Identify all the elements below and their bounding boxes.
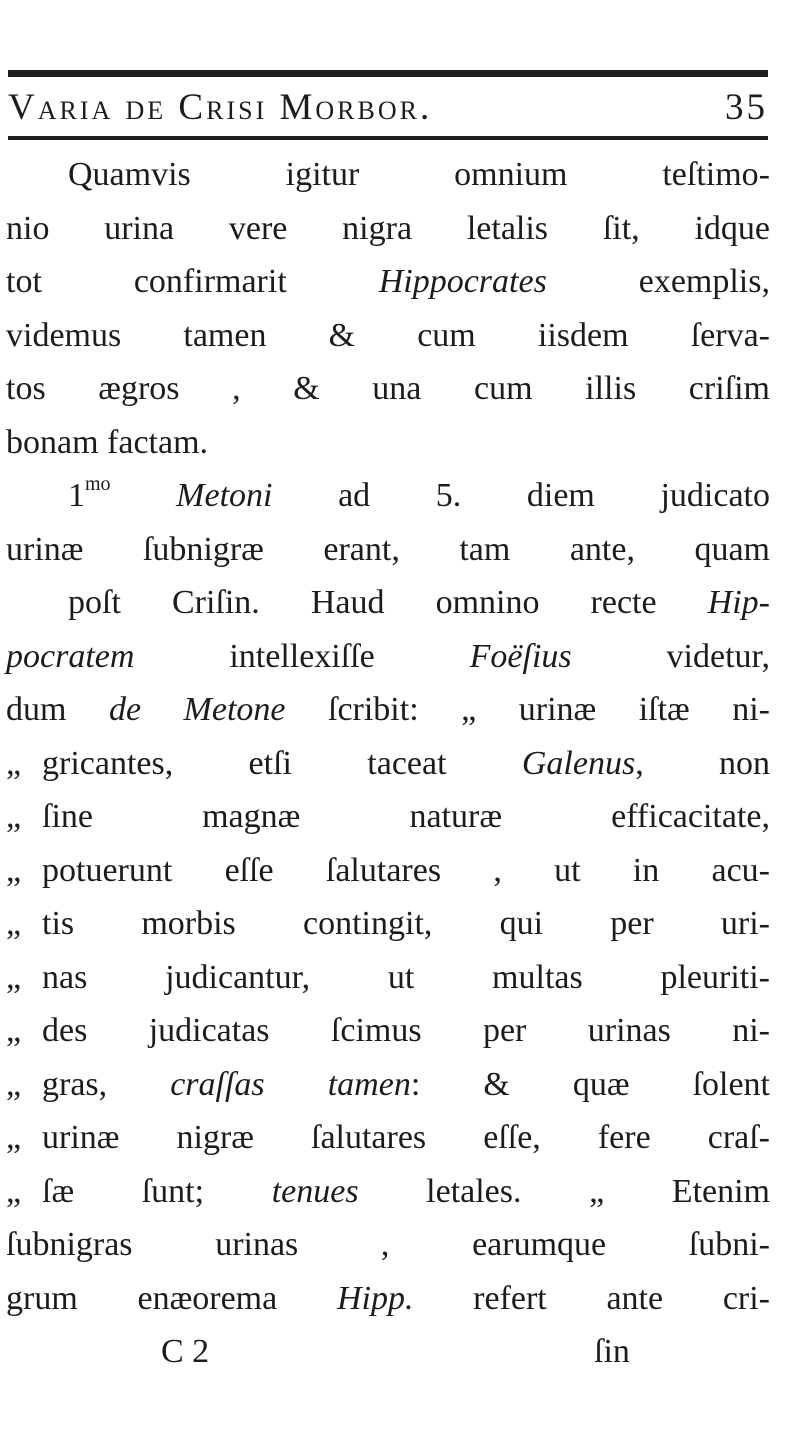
text-line-22: grum enæorema Hipp. refert ante cri- xyxy=(6,1279,770,1317)
quote-mark: „ xyxy=(6,798,22,835)
text-line-8: urinæ ſubnigræ erant, tam ante, quam xyxy=(6,530,770,568)
quote-mark: „ xyxy=(6,1172,22,1210)
text-line-5: tos ægros , & una cum illis criſim xyxy=(6,370,770,407)
name-hippocrates: Hippocrates xyxy=(378,263,547,300)
quote-mark: „ xyxy=(6,1065,22,1103)
quote-mark: „ xyxy=(6,905,22,942)
quoted-line-20: „ ſæ ſunt; tenues letales. „ Etenim xyxy=(6,1165,770,1219)
text-line-10: pocratem intellexiſſe Foëſius videtur, xyxy=(6,637,770,675)
text-line-1: Quamvis igitur omnium teſtimo- xyxy=(68,156,770,193)
text-line-7: $1^{mo}$ Metoni ad 5. diem judicato xyxy=(68,473,770,514)
quoted-line-19: „ urinæ nigræ ſalutares eſſe, fere craſ- xyxy=(6,1111,770,1165)
quote-mark: „ xyxy=(6,851,22,889)
quoted-line-18: „ gras, craſſas tamen: & quæ ſolent xyxy=(6,1058,770,1112)
page-body xyxy=(6,148,770,1379)
running-title: Varia de Crisi Morbor. xyxy=(8,87,433,128)
text-line-3: tot confirmarit Hippocrates exemplis, xyxy=(6,263,770,300)
text-line-2: nio urina vere nigra letalis ſit, idque xyxy=(6,209,770,247)
quote-mark: „ xyxy=(6,744,22,782)
text-line-6: bonam factam. xyxy=(6,423,209,461)
catchword: ſin xyxy=(594,1333,630,1370)
running-header xyxy=(8,86,768,130)
quote-mark: „ xyxy=(6,1012,22,1049)
quote-mark: „ xyxy=(6,1119,22,1156)
quoted-line-13: „ ſine magnæ naturæ efficacitate, xyxy=(6,790,770,844)
quoted-line-16: „ nas judicantur, ut multas pleuriti- xyxy=(6,951,770,1005)
ordinal-superscript: mo xyxy=(85,473,111,495)
header-rule-bottom xyxy=(8,136,768,140)
quoted-line-14: „ potuerunt eſſe ſalutares , ut in acu- xyxy=(6,844,770,898)
name-foesius: Foëſius xyxy=(469,637,572,675)
name-galenus: Galenus xyxy=(521,744,636,782)
header-rule-top xyxy=(8,70,768,77)
text-line-21: ſubnigras urinas , earumque ſubni- xyxy=(6,1226,770,1263)
text-line-4: videmus tamen & cum iisdem ſerva- xyxy=(6,316,770,354)
name-metoni: Metoni xyxy=(176,477,273,514)
page-number: 35 xyxy=(725,87,768,128)
quoted-line-17: „ des judicatas ſcimus per urinas ni- xyxy=(6,1004,770,1058)
quoted-line-12: „ gricantes, etſi taceat Galenus, non xyxy=(6,737,770,791)
text-line-11: dum de Metone ſcribit: „ urinæ iſtæ ni- xyxy=(6,691,770,728)
text-line-9: poſt Criſin. Haud omnino recte Hip- xyxy=(68,584,770,621)
name-hipp: Hipp. xyxy=(336,1279,414,1317)
page-footer xyxy=(6,1325,770,1379)
signature-mark: C 2 xyxy=(161,1333,210,1370)
quoted-line-15: „ tis morbis contingit, qui per uri- xyxy=(6,897,770,951)
quote-mark: „ xyxy=(6,958,22,996)
